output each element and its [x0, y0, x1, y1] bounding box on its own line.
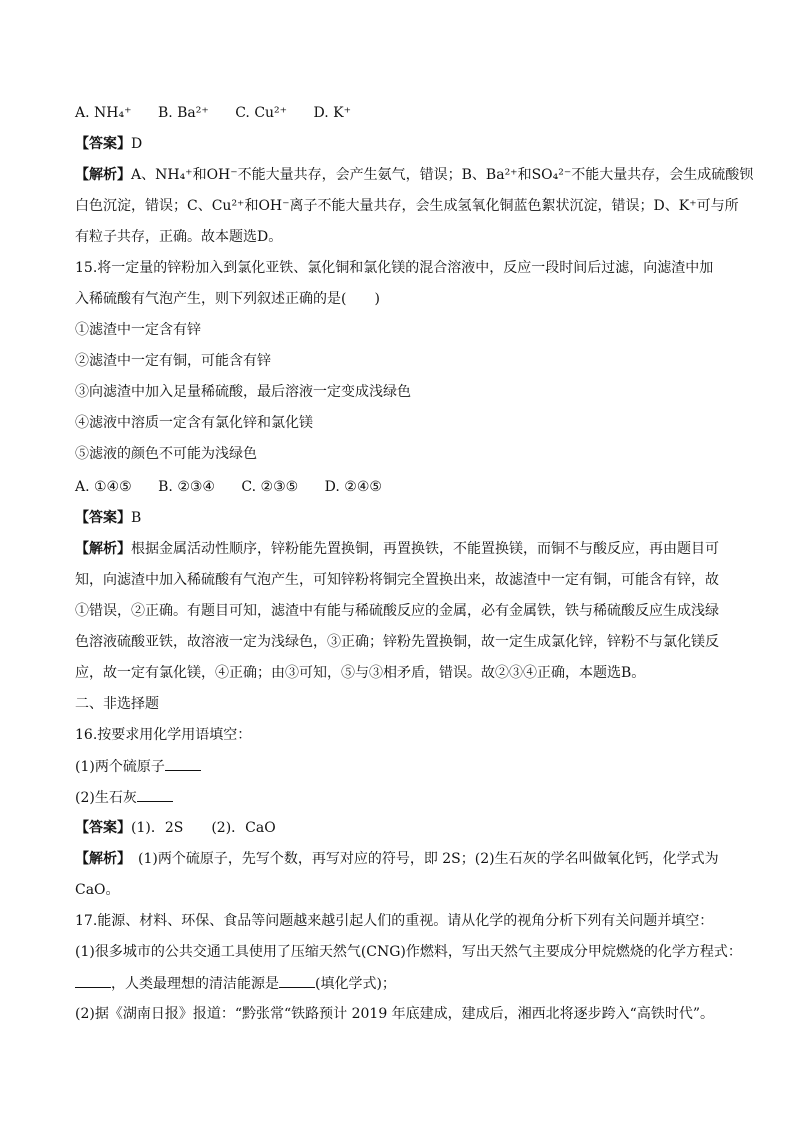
q14-analysis-line — [75, 165, 754, 185]
q17-sub1-line2 — [75, 973, 738, 994]
q15-option-d: D. ②④⑤ — [324, 479, 382, 495]
q15-option-c: C. ②③⑤ — [241, 479, 299, 495]
analysis-text: 根据金属活动性顺序，锌粉能先置换铜，再置换铁，不能置换镁，而铜不与酸反应，再由题目可 — [131, 541, 719, 557]
q16-sub2-text: (2)生石灰 — [75, 790, 137, 806]
q15-analysis-line — [75, 539, 738, 559]
q14-answer — [75, 134, 738, 154]
q15-answer — [75, 508, 738, 528]
q16-analysis-line: CaO。 — [75, 882, 120, 898]
q17-sub2: (2)据《湖南日报》报道：“黔张常“铁路预计 2019 年底建成，建成后，湘西北将逐步跨入“高铁时代”。 — [75, 1006, 714, 1022]
q15-option-a: A. ①④⑤ — [75, 479, 132, 495]
section-heading: 二、非选择题 — [75, 696, 159, 712]
q16-answer — [75, 818, 738, 838]
answer-value: (1)．2S (2)．CaO — [131, 820, 276, 836]
q17-sub1-line1: (1)很多城市的公共交通工具使用了压缩天然气(CNG)作燃料，写出天然气主要成分甲烷燃烧的化学方程式： — [75, 944, 742, 960]
q15-stem-line: 15.将一定量的锌粉加入到氯化亚铁、氯化铜和氯化镁的混合溶液中，反应一段时间后过滤，向滤渣中加 — [75, 260, 714, 276]
q15-statement: ②滤渣中一定有铜，可能含有锌 — [75, 353, 271, 369]
analysis-tag: 【解析】 — [75, 851, 124, 867]
q16-analysis-line — [75, 849, 738, 869]
q14-analysis-line: 白色沉淀，错误；C、Cu²⁺和OH⁻离子不能大量共存，会生成氢氧化铜蓝色絮状沉淀，错误；D、K⁺可与所 — [75, 198, 739, 214]
q17-sub1-end-text: (填化学式)； — [315, 976, 396, 992]
answer-tag: 【答案】 — [75, 136, 131, 152]
q14-analysis-line: 有粒子共存，正确。故本题选D。 — [75, 229, 283, 245]
q15-analysis-line: ①错误，②正确。有题目可知，滤渣中有能与稀硫酸反应的金属，必有金属铁，铁与稀硫酸反应生成浅绿 — [75, 603, 719, 619]
analysis-text: A、NH₄⁺和OH⁻不能大量共存，会产生氨气，错误；B、Ba²⁺和SO₄²⁻不能大量共存，会生成硫酸钡 — [131, 167, 754, 183]
q16-sub2 — [75, 787, 738, 808]
q15-statement: ①滤渣中一定含有锌 — [75, 322, 201, 338]
q16-stem: 16.按要求用化学用语填空： — [75, 727, 252, 743]
answer-tag: 【答案】 — [75, 510, 131, 526]
answer-blank[interactable] — [137, 787, 173, 802]
q15-statement: ⑤滤液的颜色不可能为浅绿色 — [75, 446, 257, 462]
q14-option-a: A. NH₄⁺ — [75, 105, 132, 121]
q14-option-b: B. Ba²⁺ — [157, 105, 209, 121]
answer-blank[interactable] — [279, 973, 315, 988]
q15-analysis-line: 色溶液硫酸亚铁，故溶液一定为浅绿色，③正确；锌粉先置换铜，故一定生成氯化锌，锌粉不与氯化镁反 — [75, 634, 719, 650]
analysis-tag: 【解析】 — [75, 167, 131, 183]
q15-option-b: B. ②③④ — [158, 479, 215, 495]
q16-sub1 — [75, 756, 738, 777]
q15-stem-line: 入稀硫酸有气泡产生，则下列叙述正确的是( ) — [75, 291, 380, 307]
q17-stem: 17.能源、材料、环保、食品等问题越来越引起人们的重视。请从化学的视角分析下列有关问题并填空： — [75, 913, 714, 929]
q14-option-d: D. K⁺ — [313, 105, 351, 121]
answer-blank[interactable] — [75, 973, 111, 988]
answer-value: B — [131, 510, 142, 526]
answer-blank[interactable] — [165, 756, 201, 771]
q14-options — [75, 103, 738, 123]
q15-options — [75, 477, 738, 497]
q15-analysis-line: 知，向滤渣中加入稀硫酸有气泡产生，可知锌粉将铜完全置换出来，故滤渣中一定有铜，可能含有锌，故 — [75, 572, 719, 588]
answer-tag: 【答案】 — [75, 820, 131, 836]
q15-statement: ③向滤渣中加入足量稀硫酸，最后溶液一定变成浅绿色 — [75, 384, 411, 400]
q14-option-c: C. Cu²⁺ — [235, 105, 288, 121]
q15-statement: ④滤液中溶质一定含有氯化锌和氯化镁 — [75, 415, 313, 431]
q15-analysis-line: 应，故一定有氯化镁，④正确；由③可知，⑤与③相矛盾，错误。故②③④正确，本题选B。 — [75, 665, 646, 681]
analysis-text: (1)两个硫原子，先写个数，再写对应的符号，即 2S；(2)生石灰的学名叫做氧化钙，化学式为 — [124, 851, 719, 867]
q16-sub1-text: (1)两个硫原子 — [75, 759, 165, 775]
analysis-tag: 【解析】 — [75, 541, 131, 557]
q17-sub1-mid-text: ，人类最理想的清洁能源是 — [111, 976, 279, 992]
answer-value: D — [131, 136, 143, 152]
